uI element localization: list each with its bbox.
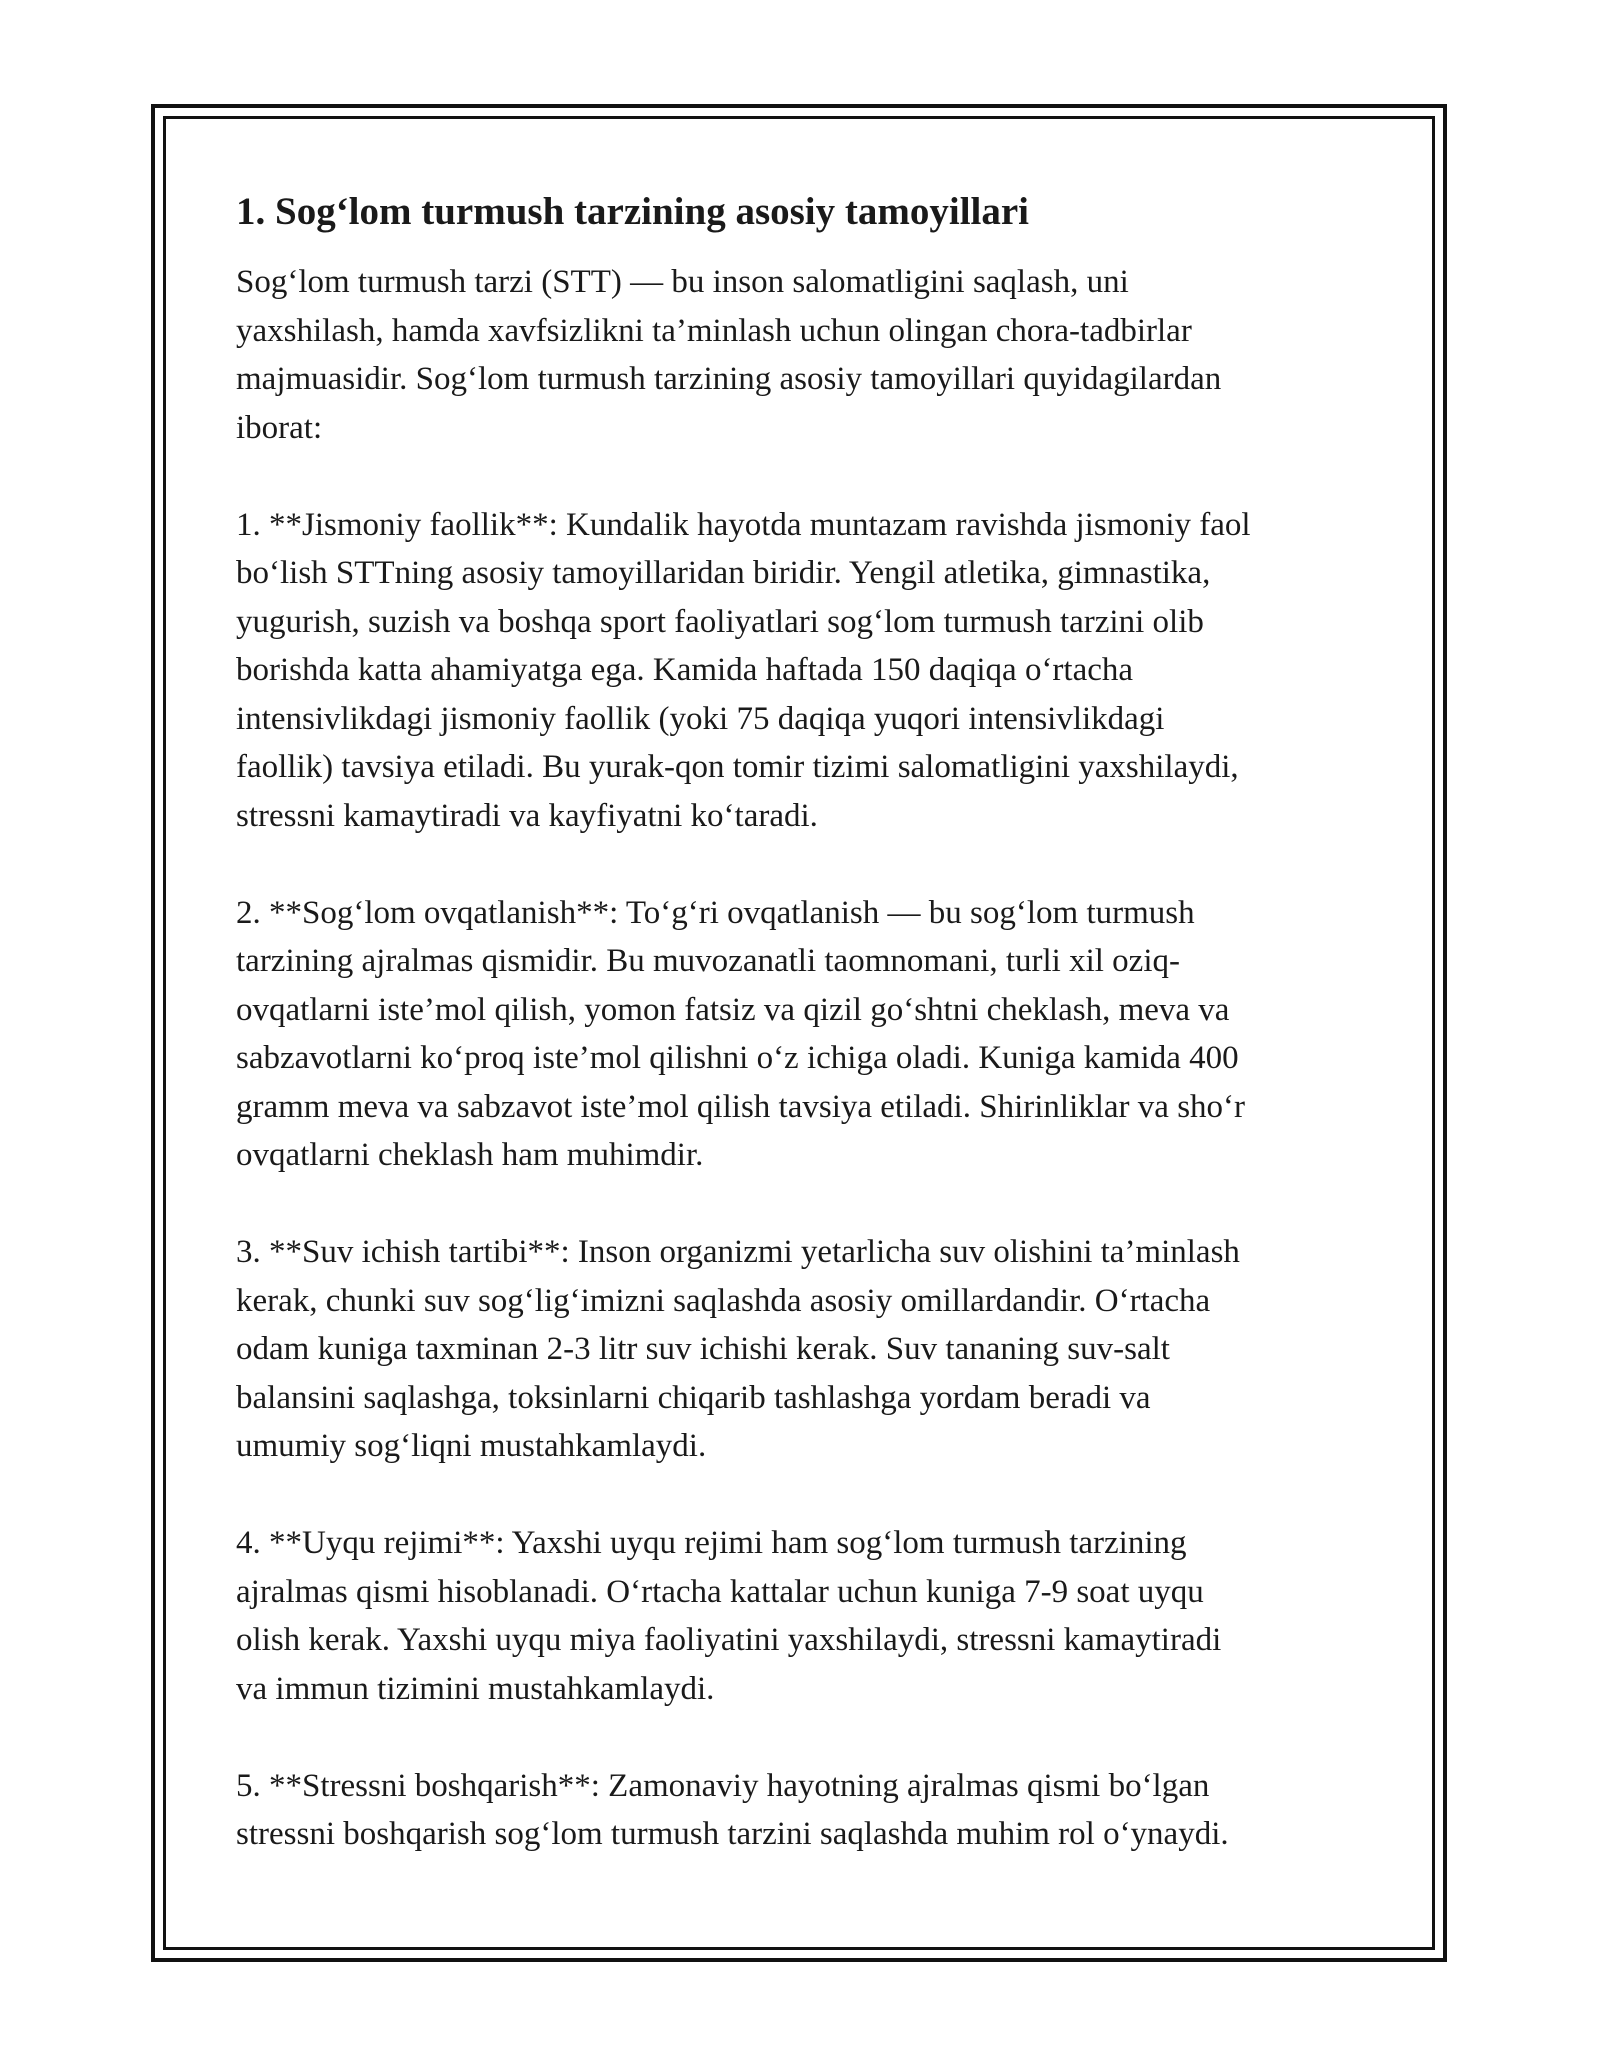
paragraph-line: umumiy sog‘liqni mustahkamlaydi.: [236, 1428, 707, 1464]
paragraph-line: iborat:: [236, 409, 323, 446]
paragraph-water-intake: [236, 1228, 1386, 1471]
paragraph-line: stressni kamaytiradi va kayfiyatni ko‘taradi.: [236, 797, 818, 834]
paragraph-line: balansini saqlashga, toksinlarni chiqarib tashlashga yordam beradi va: [236, 1379, 1151, 1416]
paragraph-line: majmuasidir. Sog‘lom turmush tarzining asosiy tamoyillari quyidagilardan: [236, 361, 1222, 397]
paragraph-line: stressni boshqarish sog‘lom turmush tarzini saqlashda muhim rol o‘ynaydi.: [236, 1816, 1229, 1852]
paragraph-line: 2. **Sog‘lom ovqatlanish**: To‘g‘ri ovqatlanish — bu sog‘lom turmush: [236, 894, 1195, 931]
paragraph-line: odam kuniga taxminan 2-3 litr suv ichishi kerak. Suv tananing suv-salt: [236, 1331, 1170, 1367]
intro-paragraph: [236, 258, 1386, 452]
paragraph-line: ajralmas qismi hisoblanadi. O‘rtacha kattalar uchun kuniga 7-9 soat uyqu: [236, 1573, 1204, 1610]
paragraph-line: tarzining ajralmas qismidir. Bu muvozanatli taomnomani, turli xil oziq-: [236, 943, 1180, 979]
paragraph-line: yaxshilash, hamda xavfsizlikni ta’minlash uchun olingan chora-tadbirlar: [236, 312, 1192, 349]
paragraph-line: kerak, chunki suv sog‘lig‘imizni saqlashda asosiy omillardandir. O‘rtacha: [236, 1282, 1211, 1319]
paragraph-physical-activity: [236, 501, 1386, 841]
paragraph-line: va immun tizimini mustahkamlaydi.: [236, 1670, 715, 1707]
paragraph-sleep-regime: [236, 1519, 1386, 1713]
paragraph-line: ovqatlarni cheklash ham muhimdir.: [236, 1137, 704, 1173]
section-title: 1. Sog‘lom turmush tarzining asosiy tamoyillari: [236, 190, 1030, 233]
paragraph-line: bo‘lish STTning asosiy tamoyillaridan biridir. Yengil atletika, gimnastika,: [236, 555, 1211, 591]
paragraph-line: Sog‘lom turmush tarzi (STT) — bu inson salomatligini saqlash, uni: [236, 264, 1129, 300]
paragraph-line: olish kerak. Yaxshi uyqu miya faoliyatini yaxshilaydi, stressni kamaytiradi: [236, 1622, 1222, 1658]
paragraph-line: sabzavotlarni ko‘proq iste’mol qilishni o‘z ichiga oladi. Kuniga kamida 400: [236, 1040, 1239, 1076]
document-body: [236, 186, 1386, 1907]
paragraph-line: 4. **Uyqu rejimi**: Yaxshi uyqu rejimi ham sog‘lom turmush tarzining: [236, 1525, 1187, 1561]
paragraph-healthy-nutrition: [236, 889, 1386, 1180]
paragraph-line: borishda katta ahamiyatga ega. Kamida haftada 150 daqiqa o‘rtacha: [236, 652, 1134, 688]
paragraph-line: 3. **Suv ichish tartibi**: Inson organizmi yetarlicha suv olishini ta’minlash: [236, 1234, 1240, 1270]
paragraph-line: faollik) tavsiya etiladi. Bu yurak-qon tomir tizimi salomatligini yaxshilaydi,: [236, 749, 1239, 785]
paragraph-line: ovqatlarni iste’mol qilish, yomon fatsiz va qizil go‘shtni cheklash, meva va: [236, 991, 1230, 1028]
paragraph-line: intensivlikdagi jismoniy faollik (yoki 75 daqiqa yuqori intensivlikdagi: [236, 700, 1165, 737]
paragraph-line: 1. **Jismoniy faollik**: Kundalik hayotda muntazam ravishda jismoniy faol: [236, 506, 1251, 543]
paragraph-line: gramm meva va sabzavot iste’mol qilish tavsiya etiladi. Shirinliklar va sho‘r: [236, 1088, 1246, 1125]
paragraph-line: yugurish, suzish va boshqa sport faoliyatlari sog‘lom turmush tarzini olib: [236, 603, 1204, 640]
paragraph-line: 5. **Stressni boshqarish**: Zamonaviy hayotning ajralmas qismi bo‘lgan: [236, 1767, 1210, 1804]
paragraph-stress-management: [236, 1762, 1386, 1859]
